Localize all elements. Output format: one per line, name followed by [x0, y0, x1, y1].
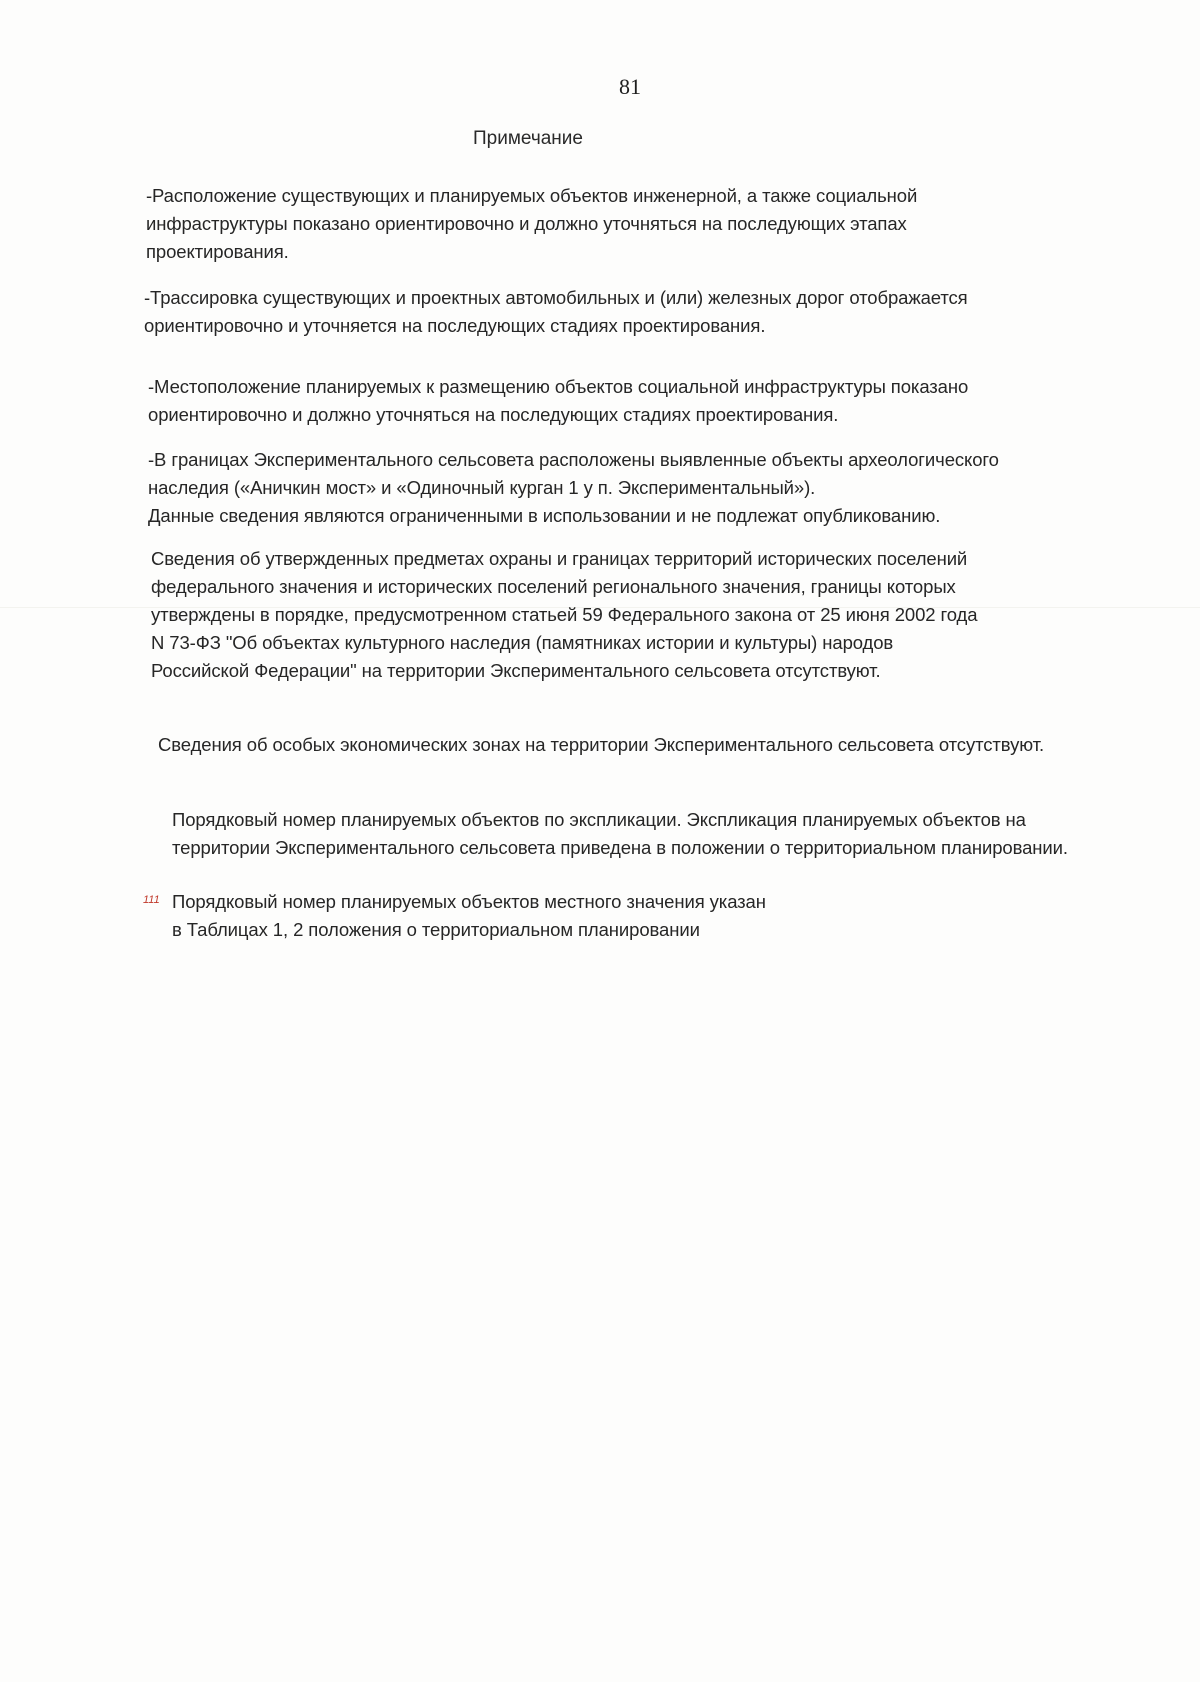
note-paragraph-local-objects	[172, 888, 766, 944]
paragraph-line: -Трассировка существующих и проектных автомобильных и (или) железных дорог отображается	[144, 287, 968, 308]
paragraph-line: Порядковый номер планируемых объектов местного значения указан	[172, 891, 766, 912]
paragraph-line: утверждены в порядке, предусмотренном статьей 59 Федерального закона от 25 июня 2002 года	[151, 604, 978, 625]
paragraph-line: ориентировочно и должно уточняться на последующих стадиях проектирования.	[148, 404, 839, 425]
paragraph-line: -В границах Экспериментального сельсовета расположены выявленные объекты археологического	[148, 449, 999, 470]
legend-marker: 111	[143, 894, 160, 906]
note-paragraph-roads	[144, 284, 968, 340]
note-paragraph-archaeology	[148, 446, 999, 530]
page-number: 81	[619, 74, 641, 99]
note-paragraph-explication	[172, 806, 1068, 862]
paragraph-line: инфраструктуры показано ориентировочно и должно уточняться на последующих этапах	[146, 213, 907, 234]
paragraph-line: в Таблицах 1, 2 положения о территориальном планировании	[172, 919, 700, 940]
paragraph-line: Данные сведения являются ограниченными в использовании и не подлежат опубликованию.	[148, 505, 941, 526]
paragraph-line: ориентировочно и уточняется на последующих стадиях проектирования.	[144, 315, 766, 336]
note-paragraph-economic-zones	[158, 731, 1044, 759]
paragraph-line: Сведения об особых экономических зонах на территории Экспериментального сельсовета отсутствуют.	[158, 734, 1044, 755]
paragraph-line: -Местоположение планируемых к размещению объектов социальной инфраструктуры показано	[148, 376, 969, 397]
note-paragraph-engineering	[146, 182, 917, 266]
paragraph-line: Российской Федерации" на территории Экспериментального сельсовета отсутствуют.	[151, 660, 881, 681]
note-paragraph-historic-settlements	[151, 545, 977, 685]
paragraph-line: федерального значения и исторических поселений регионального значения, границы которых	[151, 576, 956, 597]
paragraph-line: проектирования.	[146, 241, 289, 262]
paragraph-line: N 73-ФЗ "Об объектах культурного наследия (памятниках истории и культуры) народов	[151, 632, 894, 653]
paragraph-line: наследия («Аничкин мост» и «Одиночный курган 1 у п. Экспериментальный»).	[148, 477, 816, 498]
paragraph-line: Сведения об утвержденных предметах охраны и границах территорий исторических поселений	[151, 548, 968, 569]
paragraph-line: территории Экспериментального сельсовета приведена в положении о территориальном планировании.	[172, 837, 1068, 858]
note-heading: Примечание	[473, 128, 583, 149]
paragraph-line: Порядковый номер планируемых объектов по экспликации. Экспликация планируемых объектов на	[172, 809, 1026, 830]
paragraph-line: -Расположение существующих и планируемых объектов инженерной, а также социальной	[146, 185, 918, 206]
note-paragraph-social	[148, 373, 968, 429]
